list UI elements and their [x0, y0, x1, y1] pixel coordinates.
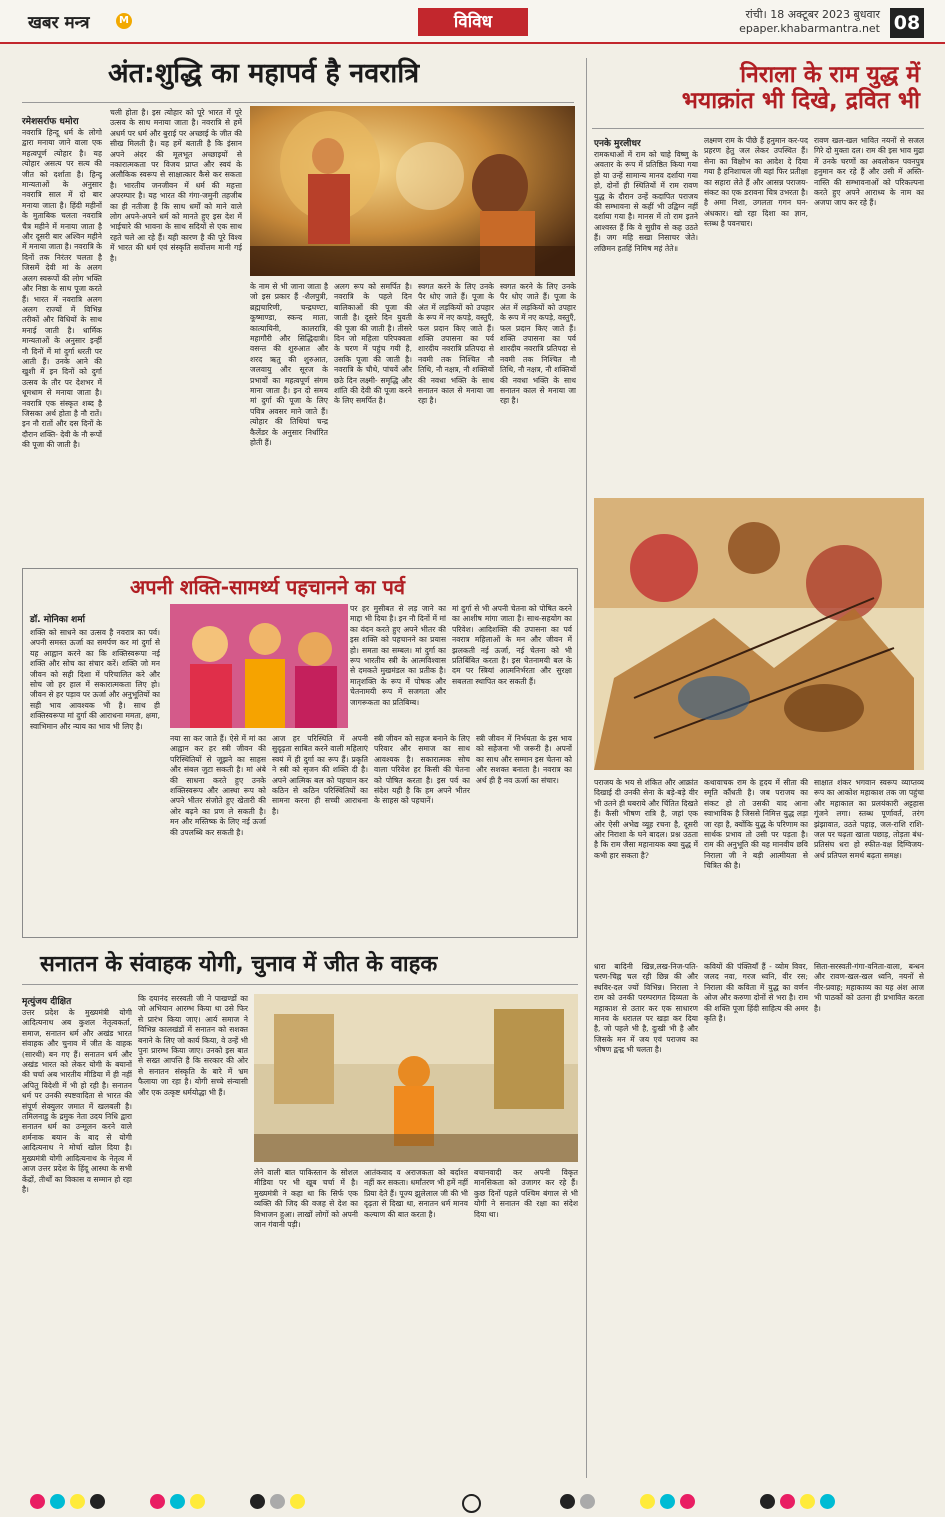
ram-war-painting [594, 498, 924, 770]
color-dot [30, 1494, 45, 1509]
yogi-col-4: आतंकवाद व अराजकता को बर्दाश्त नहीं कर सकता। धर्मांतरण भी हमें नहीं प्रिया देते हैं। पूज्य झुलेलाल जी की भी दृढ़ता से दिखा था, सनातन धर्म मानव कल्याण की बात करता है। [364, 1168, 468, 1219]
nirala-headline-line-1: निराला के राम युद्ध में [740, 62, 920, 88]
yogi-col-5: बचानवादी कर अपनी विकृत मानसिकता को उजागर कर रहे हैं। कुछ दिनों पहले पश्चिम बंगाल से भी योगी ने सनातन की रक्षा का संदेश दिया था। [474, 1168, 578, 1219]
nirala-col-1: रामकथाओं में राम को चाहे विष्णु के अवतार के रूप में प्रतिष्ठित किया गया हो या उन्हें सामान्य मानव दर्शाया गया हो, दोनों ही स्थितियों में राम रावण युद्ध के दौरान उन्हें कदापित पराजय की सम्भावना से कहीं भी उद्विग्न नहीं दर्शाया गया है। मानस में तो राम इतने आश्वस्त हैं कि वे सुग्रीव से कह उठते हैं। जग महि सखा निसाचर जेते। लछिमन हतहिं निमिष महं तेते॥ [594, 150, 698, 253]
site-url[interactable]: epaper.khabarmantra.net [739, 22, 880, 35]
navratri-col-4: अलग रूप को समर्पित है। नवरात्रि के पहले दिन बालिकाओं की पूजा की जाती है। दूसरे दिन युवती की पूजा की जाती है। तीसरे दिन जो महिला परिपक्वता के चरण में पहुंच गयी है, उसकि पूजा की जाती है। नवरात्रि के चौथे, पांचवें और छठे दिन लक्ष्मी- समृद्धि और शांति की देवी की पूजा करने के लिए समर्पित है। [334, 282, 412, 406]
durga-idol-photo [250, 106, 575, 276]
print-registration-strip [0, 1488, 945, 1517]
yogi-headline[interactable]: सनातन के संवाहक योगी, चुनाव में जीत के वाहक [40, 952, 438, 977]
color-dot [820, 1494, 835, 1509]
nirala-col-2: लक्ष्मण राम के पीछे हैं हनुमान कर-पद प्रहरण हेतु जल लेकर उपस्थित हैं। सेना का विक्षोभ का आदेश दे दिया गया है हनिशाचल जी यहां फिर प्रतीक्षा का सहारा लेते हैं और आसन्न पराजय-संकट का एक डरावना चित्र उभरता है। है अमा निशा, उगलता गगन घन-अंधकार। खो रहा दिशा का ज्ञान, स्तब्ध है पवनचार। [704, 136, 808, 229]
navratri-col-3: के नाम से भी जाना जाता है जो इस प्रकार हैं -शैलपुत्री, ब्रह्मचारिणी, चन्द्रघण्टा, कूष्माण्डा, स्कन्द माता, कात्यायिनी, कालरात्रि, महागौरी और सिद्धिदात्री। वसन्त की शुरुआत और शरद ऋतु की शुरुआत, जलवायु और सूरज के प्रभावों का महत्वपूर्ण संगम माना जाता है। इन दो समय मां दुर्गा की पूजा के लिए पवित्र अवसर माने जाते हैं। त्योहार की तिथियां चन्द्र कैलेंडर के अनुसार निर्धारित होती हैं। [250, 282, 328, 448]
dateline [620, 8, 880, 36]
color-dot [580, 1494, 595, 1509]
color-dot [250, 1494, 265, 1509]
color-dot [170, 1494, 185, 1509]
color-dot [70, 1494, 85, 1509]
color-dot [290, 1494, 305, 1509]
color-dot [560, 1494, 575, 1509]
navratri-col-5: स्वगत करने के लिए उनके पैर धोए जाते हैं। पूजा के अंत में लड़कियों को उपहार के रूप में नए कपड़े, वस्तुएँ, फल प्रदान किए जाते हैं। शक्ति उपासना का पर्व शारदीय नवरात्रि प्रतिपदा से नवमी तक निश्चित नौ तिथि, नौ नक्षत्र, नौ शक्तियों की नवधा भक्ति के साथ सनातन काल से मनाया जा रहा है। [418, 282, 494, 406]
shakti-col-3: पर हर मुसीबत से लड़ जाने का माद्दा भी दिया है। इन नौ दिनों में मां का वंदन करते हुए अपने भीतर की इस शक्ति को पहचानने का प्रयास हो। समता का सम्बल। मां दुर्गा का रूप भारतीय स्त्री के आत्मविश्वास से दमकते मुखमंडल का प्रतीक है। मातृशक्ति के रूप में पोषक और चेतनामयी रूप में सजगता और जागरूकता का प्रतिबिम्ब। [350, 604, 446, 707]
color-dot [150, 1494, 165, 1509]
color-dot [50, 1494, 65, 1509]
yogi-byline: मृत्युंजय दीक्षित [22, 997, 72, 1007]
nirala-headline[interactable] [610, 62, 920, 115]
color-dot [660, 1494, 675, 1509]
shakti-col-5: आज हर परिस्थिति में अपनी सुदृढ़ता साबित करने वाली महिलाएं स्वयं में ही दुर्गा का रूप हैं। प्रकृति ने स्त्री को सृजन की शक्ति दी है। अपने आत्मिक बल को पहचान कर कठिन से कठिन परिस्थितियों का सामना करना ही सच्ची आराधना है। [272, 734, 368, 816]
yogi-col-3: लेने वाली बात पाकिस्तान के सोशल मीडिया पर भी खूब चर्चा में है। मुख्यमंत्री ने कहा था कि सिर्फ एक व्यक्ति की जिद की वजह से देश का विभाजन हुआ। लाखों लोगों को अपनी जान गंवानी पड़ी। [254, 1168, 358, 1230]
color-dot [780, 1494, 795, 1509]
nirala-col-4: पराजय के भय से शंकित और आक्रांत दिखाई दी उनकी सेना के बड़े-बड़े वीर भी उतने ही घबराये और चिंतित दिखते हैं। कैसी भीषण रात्रि है, जहां एक ओर ऐसी अभेद्य व्यूह रचना है, दूसरी ओर निराशा के घने बादल। प्रश्न उठता है कि राम जैसा महानायक क्या युद्ध में कभी हार सकता है? [594, 778, 698, 860]
divider [592, 128, 924, 129]
date-text: रांची। 18 अक्टूबर 2023 बुधवार [745, 8, 880, 21]
color-dot [800, 1494, 815, 1509]
shakti-byline: डॉ. मोनिका शर्मा [30, 615, 85, 625]
nirala-col-8: कवियों की पंक्तियाँ हैं - व्योम विवर, जलद नवा, गरज ध्वनि, वीर रस; निराला की कविता में युद्ध का वर्णन ओज और करुणा दोनों से भरा है। राम की शक्ति पूजा हिंदी साहित्य की अमर कृति है। [704, 962, 808, 1024]
yogi-temple-photo [254, 994, 578, 1162]
nirala-col-6: साक्षात शंकर भगवान स्वरूप व्याप्तव्य रूप का आकोश महाकाश तक जा पहुंचा और महाकाल का प्रलयंकारी अट्टहास गूंजने लगा। स्तब्ध पूर्णावर्त, तरंग झंझावात, उठते पहाड़, जल-राशि राशि-जल पर चढ़ता खाता पछाड़, तोड़ता बंध- प्रतिसंघ धरा हो स्फीत-वक्ष दिग्विजय-अर्थ प्रतिपल समर्थ बढ़ता समक्ष। [814, 778, 924, 860]
nirala-col-9: सिता-सरस्वती-गंगा-वनिता-वाला, बन्धन और रावण-खल-खल ध्वनि, नयनों से नीर-प्रवाह; महाकाव्य का यह अंश आज भी पाठकों को उतना ही प्रभावित करता है। [814, 962, 924, 1013]
women-worship-photo [170, 604, 348, 728]
color-dot [640, 1494, 655, 1509]
divider [22, 102, 574, 103]
nirala-byline: एनके मुरलीधर [594, 139, 641, 149]
color-dot [190, 1494, 205, 1509]
brand-name[interactable]: खबर मन्त्र [28, 13, 90, 33]
yogi-col-1: उत्तर प्रदेश के मुख्यमंत्री योगी आदित्यनाथ अब कुशल नेतृत्वकर्ता, समाज, सनातन धर्म और अखंड भारत संवाहक और चुनाव में जीत के वाहक (सारथी) बन गए हैं। सनातन धर्म और अखंड भारत को लेकर योगी के बयानों की चर्चा अब भारतीय मीडिया में ही नहीं अपितु विदेशी में भी हो रही है। सनातन धर्म पर उनकी स्पष्टवादिता से भारत की संपूर्ण सेक्युलर जमात में खलबली है। तमिलनाडु के द्रमुक नेता उदय निधि द्वारा सनातन धर्म का उन्मूलन करने वाले शर्मनाक बयान के बाद से योगी आदित्यनाथ ने मोर्चा खोल दिया है। मुख्यमंत्री योगी आदित्यनाथ के नेतृत्व में आज उत्तर प्रदेश के हिंदू आस्था के सभी केंद्रों, तीर्थों का विकास व सम्मान हो रहा है। [22, 1008, 132, 1194]
divider [22, 984, 578, 985]
section-label: विविध [418, 8, 528, 36]
color-dot [760, 1494, 775, 1509]
shakti-col-1: शक्ति को साधने का उत्सव है नवरात्र का पर्व। अपनी समस्त ऊर्जा का समर्पण कर मां दुर्गा से यह आह्वान करने का कि शक्तिस्वरूपा नई शक्ति और सोच का संचार करें। शक्ति जो मन जीवन को सही दिशा में परिचालित करे और सोच जो हर हाल में सकारात्मकता लिए हो। जीवन से हर पड़ाव पर ऊर्जा और अनुभूतियों का सही भाव आवश्यक भी है। साथ ही शक्तिस्वरूपा मां दुर्गा की आराधना ममता, क्षमा, स्वाभिमान और न्याय का भाव भी लिए है। [30, 628, 160, 731]
navratri-byline: रमेशसर्राफ धमोरा [22, 117, 79, 127]
navratri-headline[interactable]: अंत:शुद्धि का महापर्व है नवरात्रि [108, 58, 420, 89]
navratri-col-1: नवरात्रि हिन्दू धर्म के लोगो द्वारा मनाया जाने वाला एक महत्वपूर्ण त्योहार है। यह त्योहार असत्य पर सत्य की जीत को दर्शाता है। हिन्दू मान्यताओं के अनुसार नवरात्रि साल में दो बार मनाया जाता है। हिंदी महीनों के मुताबिक चलता नवरात्रि चैत्र महीने में मनाया जाता है और दूसरी बार अश्विन महीने में मनाया जाता है। नवरात्रि के दिनों तक निरंतर चलता है जिसमें देवी मां के अलग अलग स्वरूपों की लोग भक्ति और निष्ठा के साथ पूजा करते हैं। भारत में नवरात्रि अलग अलग राज्यों में विभिन्न तरीकों और विधियों के साथ मनाई जाती है। धार्मिक मान्यताओं के अनुसार इन्हीं नौ दिनों में मां दुर्गा धरती पर आती हैं। उनके आने की खुशी में इन दिनों को दुर्गा उत्सव के तौर पर देशभर में धूमधाम से मनाया जाता है। नवरात्रि एक संस्कृत शब्द है जिसका अर्थ होता है नौ रातें। इन नौ रातों और दस दिनों के दौरान शक्ति- देवी के नौ रूपों की पूजा की जाती है। [22, 128, 102, 450]
nirala-col-7: धारा बादिनी खिन्न,लख-निज-पति-चरण-चिह्न चल रही छिन्न की और स्थविर-दल ज्यों विभिन्न। निराला ने राम को उनकी परम्परागत दिव्यता के महाकाश से उतार कर एक साधारण मानव के धरातल पर खड़ा कर दिया है, जो पहले भी है, दुःखी भी है और जिसके मन में जय एवं पराजय का भीषण द्वन्द्व भी चलता है। [594, 962, 698, 1055]
navratri-col-2: चली होता है। इस त्योहार को पूरे भारत में पूरे उत्सव के साथ मनाया जाता है। नवरात्रि से हमें अधर्म पर धर्म और बुराई पर अच्छाई के जीत की सीख मिलती है। यह हमें बताती है कि इंसान अपने अंदर की मूलभूत अच्छाइयों से नकारात्मकता पर विजय प्राप्त और स्वयं के अलौकिक स्वरूप से साक्षात्कार कैसे कर सकता है। भारतीय जनजीवन में धर्म की महत्ता अपरम्पार है। यह भारत की गंगा-जमुनी तहजीब का ही नतीजा है कि साथ धर्मों को माने वाले लोग अपने-अपने धर्म को मानते हुए इस देश में भाईचारे की भावना के साथ सदियों से एक साथ रहते चले आ रहे हैं। यही कारण है की पूरे विश्व में भारत की धर्म एवं संस्कृति सर्वोत्तम मानी गई है। [110, 108, 242, 263]
nirala-col-5: कथावाचक राम के हृदय में सीता की स्मृति कौंधती है। जब पराजय का संकट हो तो उसकी याद आना स्वाभाविक है जिससे निमित्त युद्ध लड़ा जा रहा है, क्योंकि युद्ध के परिणाम का सार्थक प्रभाव तो उसी पर पड़ता है। राम की अनुभूति की यह मानवीय छवि निराला जी ने बड़ी आत्मीयता से चित्रित की है। [704, 778, 808, 871]
shakti-col-6: स्त्री जीवन को सहज बनाने के लिए परिवार और समाज का साथ आवश्यक है। सकारात्मक सोच वाला परिवेश हर किसी की चेतना को पोषित करता है। इस पर्व का संदेश यही है कि हम अपने भीतर के साहस को पहचानें। [374, 734, 470, 806]
shakti-col-7: स्त्री जीवन में निर्भयता के इस भाव को सहेजना भी जरूरी है। अपनों का साथ और सम्मान इस चेतना को और सशक्त बनाता है। नवरात्र का अर्थ ही है नव ऊर्जा का संचार। [476, 734, 572, 785]
color-dot [90, 1494, 105, 1509]
column-divider [586, 58, 587, 1478]
shakti-col-4: मां दुर्गा से भी अपनी चेतना को पोषित करने का आशीष मांगा जाता है। साथ-सहयोग का परिवेश। आदिशक्ति की उपासना का पर्व नवरात्र महिलाओं के मन और जीवन में झलकती नई ऊर्जा, नई चेतना को भी प्रतिबिंबित करता है। इस चेतनामयी बल के दम पर स्त्रियां आत्मनिर्भरता और सुरक्षा सबलता स्थापित कर सकती हैं। [452, 604, 572, 686]
color-dot [270, 1494, 285, 1509]
shakti-col-2: नया सा कर जाते हैं। ऐसे में मां का आह्वान कर हर स्त्री जीवन की परिस्थितियों से जूझने का साहस और संबल जुटा सकती है। मां अंबे की साधना करते हुए उनके शक्तिस्वरूप और आस्था रूप को अपने भीतर संजोते हुए खेतारी की ओर बढ़ने का प्रण ले सकती है। मन और मस्तिष्क के लिए नई ऊर्जा की उपलब्धि कर सकती है। [170, 734, 266, 837]
registration-mark-icon [462, 1494, 481, 1513]
nirala-headline-line-2: भयाक्रांत भी दिखे, द्रवित भी [681, 88, 920, 115]
color-dot [680, 1494, 695, 1509]
brand-logo-icon: M [116, 13, 132, 29]
yogi-col-2: कि दयानंद सरस्वती जी ने पाखण्डों का जो अभियान आरम्भ किया था उसे फिर से प्रारंभ किया जाए। आर्य समाज ने विभिन्न कालखंडों में सनातन को सशक्त बनाने के लिए जो कार्य किया, वे उन्हें भी पुनः प्रारम्भ किया जाए। उनको इस बात से सख्त आपत्ति है कि सरकार की ओर से सनातन संस्कृति के बारे में भ्रम फैलाया जा रहा है। योगी सच्चे संन्यासी और एक उत्कृष्ट धर्मयोद्धा भी हैं। [138, 994, 248, 1097]
shakti-headline[interactable]: अपनी शक्ति-सामर्थ्य पहचानने का पर्व [130, 575, 406, 599]
navratri-col-6: स्वगत करने के लिए उनके पैर धोए जाते हैं। पूजा के अंत में लड़कियों को उपहार के रूप में नए कपड़े, वस्तुएँ, फल प्रदान किए जाते हैं। शक्ति उपासना का पर्व शारदीय नवरात्रि प्रतिपदा से नवमी तक निश्चित नौ तिथि, नौ नक्षत्र, नौ शक्तियों की नवधा भक्ति के साथ सनातन काल से मनाया जा रहा है। [500, 282, 576, 406]
nirala-col-3: रावण खल-खल भावित नयनों से सजल गिरे दो मुक्ता दल। राम की इस भाव मुद्रा में उनके चरणों का अवलोकन पवनपुत्र हनुमान कर रहे हैं और उसी में अस्ति-नास्ति की सम्भावनाओं को परिकल्पना करते हुए अपने आराध्य के नाम का अजपा जाप कर रहे हैं। [814, 136, 924, 208]
page-number: 08 [890, 8, 924, 38]
